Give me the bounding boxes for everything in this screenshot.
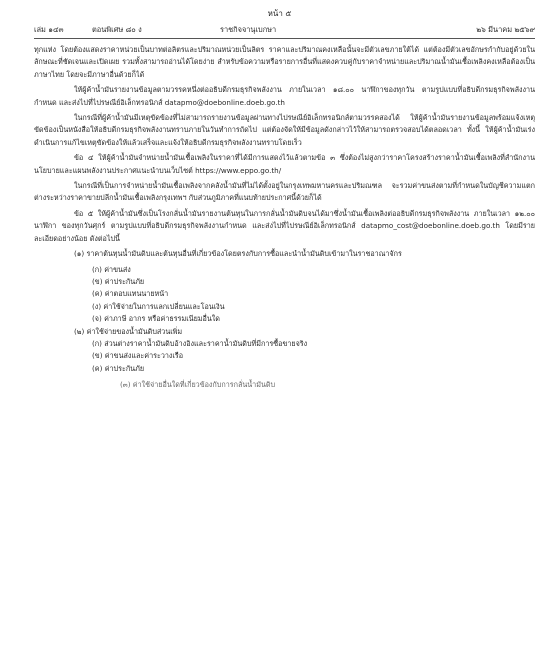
list-item: (ข) ค่าประกันภัย bbox=[92, 276, 145, 286]
section-2 bbox=[34, 326, 535, 376]
header-rule bbox=[34, 38, 535, 39]
list-item: (ก) ค่าขนส่ง bbox=[92, 264, 131, 274]
issue-date: ๒๖ มีนาคม ๒๕๖๙ bbox=[476, 25, 535, 34]
list-item: (ก) ส่วนต่างราคาน้ำมันดิบอ้างอิงและราคาน้ำมันดิบที่มีการซื้อขายจริง bbox=[92, 338, 308, 348]
list-item: (ข) ค่าขนส่งและค่าระวางเรือ bbox=[92, 351, 184, 361]
list-item: (จ) ค่าภาษี อากร หรือค่าธรรมเนียมอื่นใด bbox=[92, 314, 220, 324]
list-section-1: (๑) ราคาต้นทุนน้ำมันดิบและต้นทุนอื่นที่เกี่ยวข้องโดยตรงกับการซื้อและนำน้ำมันดิบเข้ามาในราชอาณาจักร bbox=[74, 249, 402, 259]
paragraph-report-daily: ให้ผู้ค้าน้ำมันรายงานข้อมูลตามวรรคหนึ่งต่ออธิบดีกรมธุรกิจพลังงาน ภายในเวลา ๑๘.๐๐ นาฬิกาของทุกวัน ตามรูปแบบที่อธิบดีกรมธุรกิจพลังงานกำหนด และส่งไปที่ไปรษณีย์อิเล็กทรอนิกส์ datapmo@doebonline.doeb.go.th bbox=[34, 85, 535, 107]
section-1-items bbox=[34, 264, 535, 326]
list-item: (ค) ค่าตอบแทนนายหน้า bbox=[92, 289, 169, 299]
page-number: หน้า ๕ bbox=[267, 9, 292, 18]
paragraph-report-fallback: ในกรณีที่ผู้ค้าน้ำมันมีเหตุขัดข้องที่ไม่สามารถรายงานข้อมูลผ่านทางไปรษณีย์อิเล็กทรอนิกส์ตามวรรคสองได้ ให้ผู้ค้าน้ำมันรายงานข้อมูลพร้อมแจ้งเหตุขัดข้องเป็นหนังสือให้อธิบดีกรมธุรกิจพลังงานทราบภายในวันทำการถัดไป แต่ต้องจัดให้มีข้อมูลดังกล่าวไว้ให้สามารถตรวจสอบได้ตลอดเวลา ทั้งนี้ ให้ผู้ค้าน้ำมันเร่งดำเนินการแก้ไขเหตุขัดข้องให้แล้วเสร็จและแจ้งให้อธิบดีกรมธุรกิจพลังงานทราบโดยเร็ว bbox=[34, 113, 535, 147]
paragraph-continuation: ทุกแห่ง โดยต้องแสดงราคาหน่วยเป็นบาทต่อลิตรและปริมาณหน่วยเป็นลิตร ราคาและปริมาณคงเหลือนั้นจะมีตัวเลขภายใต้ได้ แต่ต้องมีตัวเลขอักษรกำกับอยู่ด้วยในลักษณะที่ชัดเจนและเปิดเผย รวมทั้งสามารถอ่านได้โดยง่าย สำหรับข้อความหรือรายการอื่นที่แสดงควบคู่กับราคาจำหน่ายและปริมาณน้ำมันเชื้อเพลิงคงเหลือต้องเป็นภาษาไทย โดยจะมีภาษาอื่นด้วยก็ได้ bbox=[34, 45, 535, 79]
gazette-header bbox=[34, 24, 535, 36]
cut-off-line: (๓) ค่าใช้จ่ายอื่นใดที่เกี่ยวข้องกับการกลั่นน้ำมันดิบ bbox=[120, 380, 276, 390]
gazette-name: ราชกิจจานุเบกษา bbox=[220, 25, 277, 34]
list-item: (ค) ค่าประกันภัย bbox=[92, 363, 145, 373]
paragraph-regional-transport: ในกรณีที่เป็นการจำหน่ายน้ำมันเชื้อเพลิงจากคลังน้ำมันที่ไม่ได้ตั้งอยู่ในกรุงเทพมหานครและปริมณฑล จะรวมค่าขนส่งตามที่กำหนดในบัญชีความแตกต่างระหว่างราคาขายปลีกน้ำมันเชื้อเพลิงกรุงเทพฯ กับส่วนภูมิภาคที่แนบท้ายประกาศนี้ด้วยก็ได้ bbox=[34, 181, 535, 203]
clause-4: ข้อ ๔ ให้ผู้ค้าน้ำมันจำหน่ายน้ำมันเชื้อเพลิงในราคาที่ได้มีการแสดงไว้แล้วตามข้อ ๓ ซึ่งต้องไม่สูงกว่าราคาโครงสร้างราคาน้ำมันเชื้อเพลิงที่สำนักงานนโยบายและแผนพลังงานประกาศแนะนำบนเว็บไซต์ https://www.eppo.go.th/ bbox=[34, 153, 535, 175]
list-item: (ง) ค่าใช้จ่ายในการแลกเปลี่ยนและโอนเงิน bbox=[92, 301, 225, 311]
special-section: ตอนพิเศษ ๘๐ ง bbox=[92, 25, 142, 34]
document-body bbox=[34, 44, 535, 392]
clause-5: ข้อ ๕ ให้ผู้ค้าน้ำมันซึ่งเป็นโรงกลั่นน้ำมันรายงานต้นทุนในการกลั่นน้ำมันดิบจนได้มาซึ่งน้ำมันเชื้อเพลิงต่ออธิบดีกรมธุรกิจพลังงาน ภายในเวลา ๑๒.๐๐ นาฬิกา ของทุกวันศุกร์ ตามรูปแบบที่อธิบดีกรมธุรกิจพลังงานกำหนด และส่งไปที่ไปรษณีย์อิเล็กทรอนิกส์ datapmo_cost@doebonline.doeb.go.th โดยมีรายละเอียดอย่างน้อย ดังต่อไปนี้ bbox=[34, 208, 535, 243]
list-section-2: (๒) ค่าใช้จ่ายของน้ำมันดิบส่วนเพิ่ม bbox=[74, 326, 183, 336]
volume-number: เล่ม ๑๔๓ bbox=[34, 25, 64, 34]
